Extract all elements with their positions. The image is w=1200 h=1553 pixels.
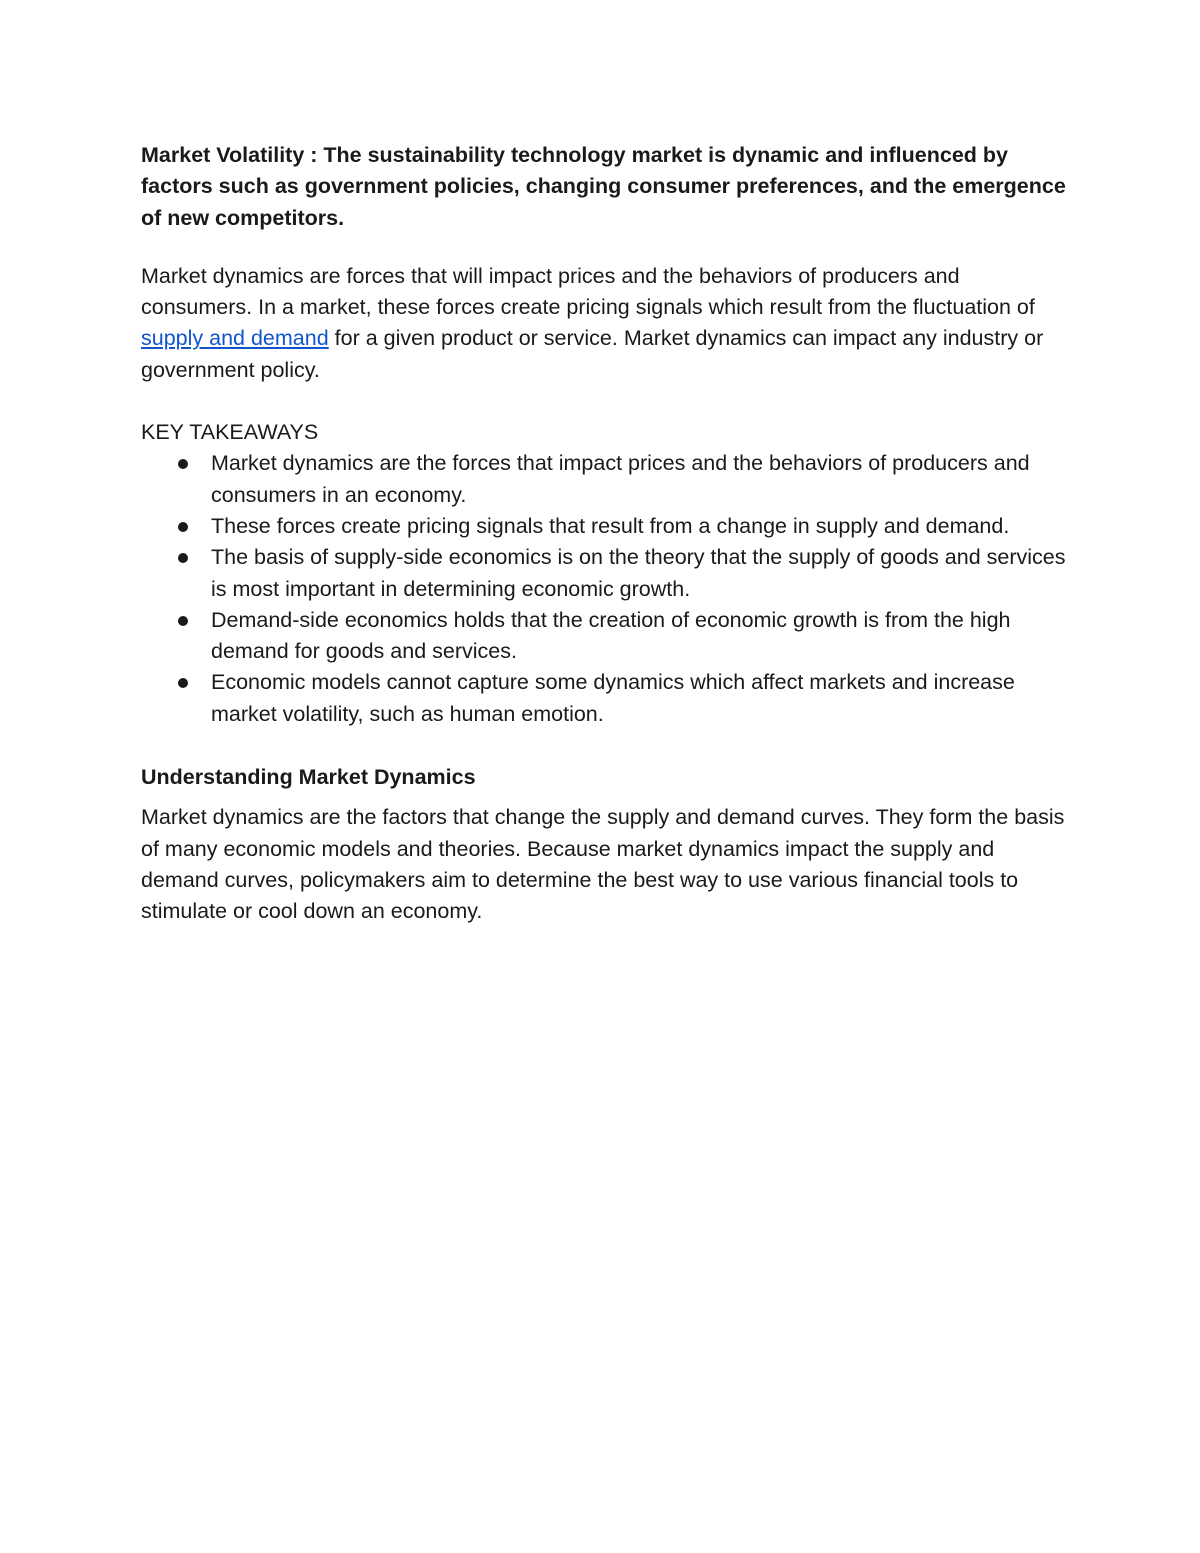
list-item-text: The basis of supply-side economics is on the theory that the supply of goods and services is most important in determining economic growth. bbox=[211, 545, 1066, 601]
document-content bbox=[141, 140, 1066, 928]
list-item-text: Economic models cannot capture some dynamics which affect markets and increase market volatility, such as human emotion. bbox=[211, 670, 1015, 726]
bullet-icon bbox=[178, 616, 188, 626]
key-takeaways-list bbox=[141, 448, 1066, 730]
supply-and-demand-link[interactable]: supply and demand bbox=[141, 326, 329, 351]
paragraph-text-after-link: for a given product or service. Market dynamics can impact any industry or government policy. bbox=[141, 326, 1044, 382]
key-takeaways-heading: KEY TAKEAWAYS bbox=[141, 420, 319, 445]
bullet-icon bbox=[178, 522, 188, 532]
market-dynamics-paragraph bbox=[141, 261, 1066, 386]
list-item bbox=[141, 511, 1066, 542]
bullet-icon bbox=[178, 678, 188, 688]
list-item bbox=[141, 542, 1066, 605]
paragraph-text-before-link: Market dynamics are forces that will impact prices and the behaviors of producers and consumers. In a market, these forces create pricing signals which result from the fluctuation of bbox=[141, 263, 1035, 320]
market-volatility-paragraph: Market Volatility : The sustainability technology market is dynamic and influenced by factors such as government policies, changing consumer preferences, and the emergence of new competitors. bbox=[141, 143, 1066, 230]
understanding-market-dynamics-heading: Understanding Market Dynamics bbox=[141, 765, 476, 790]
understanding-market-dynamics-paragraph: Market dynamics are the factors that change the supply and demand curves. They form the basis of many economic models and theories. Because market dynamics impact the supply and demand curves, policymakers aim to determine the best way to use various financial tools to stimulate or cool down an economy. bbox=[141, 805, 1065, 924]
bullet-icon bbox=[178, 553, 188, 563]
list-item bbox=[141, 448, 1066, 511]
list-item bbox=[141, 667, 1066, 730]
list-item bbox=[141, 605, 1066, 668]
bullet-icon bbox=[178, 459, 188, 469]
list-item-text: Demand-side economics holds that the creation of economic growth is from the high demand for goods and services. bbox=[211, 607, 1011, 664]
list-item-text: Market dynamics are the forces that impact prices and the behaviors of producers and consumers in an economy. bbox=[211, 451, 1030, 507]
list-item-text: These forces create pricing signals that result from a change in supply and demand. bbox=[211, 513, 1010, 538]
